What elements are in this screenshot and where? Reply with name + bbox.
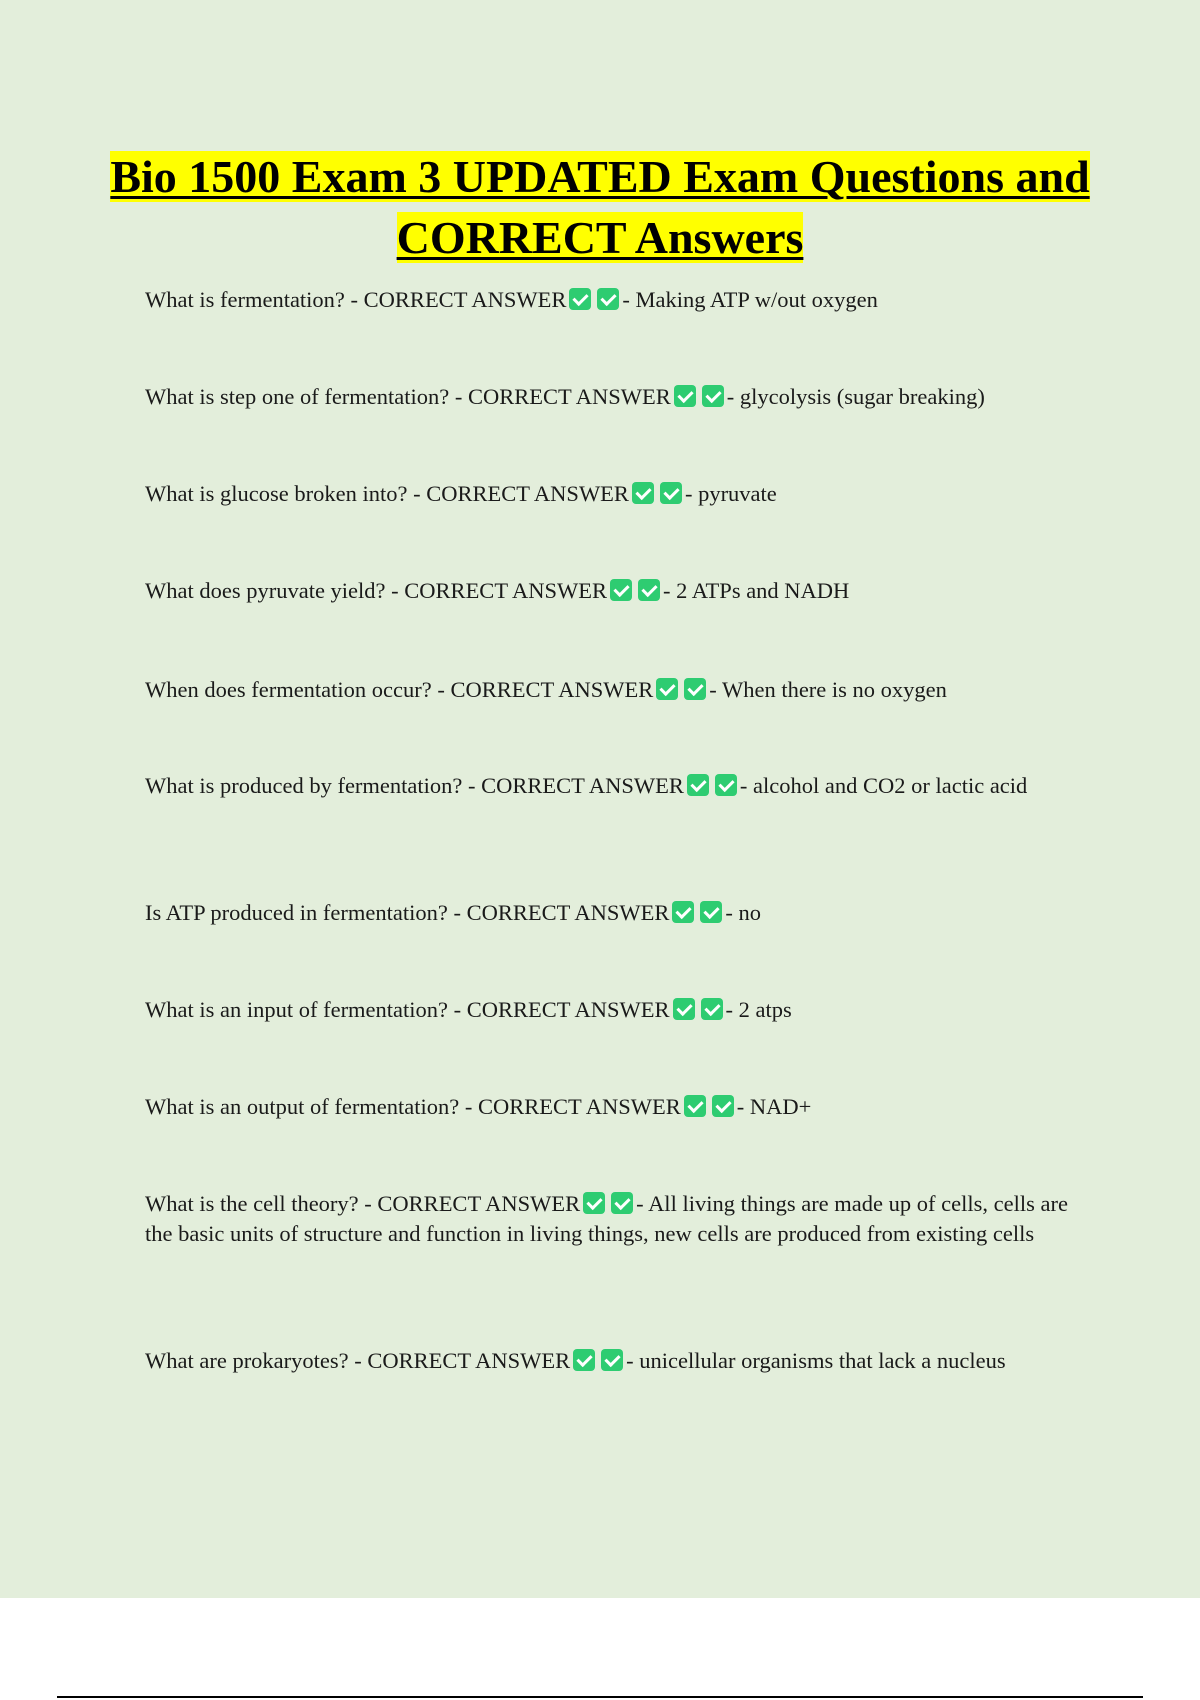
answer-text: All living things are made up of cells, cells are the basic units of structure and function in living things, new cells are produced from existing cells bbox=[145, 1191, 1068, 1246]
check-icon bbox=[684, 678, 706, 700]
answer-marker: CORRECT ANSWER bbox=[377, 1191, 581, 1216]
question-text: What is an output of fermentation? bbox=[145, 1094, 460, 1119]
qa-item: What is the cell theory? - CORRECT ANSWER - All living things are made up of cells, cells are the basic units of structure and function in living things, new cells are produced from existing cells bbox=[145, 1191, 1068, 1246]
check-icon bbox=[632, 482, 654, 504]
answer-marker: CORRECT ANSWER bbox=[466, 997, 670, 1022]
answer-marker: CORRECT ANSWER bbox=[363, 287, 567, 312]
check-icon bbox=[597, 288, 619, 310]
answer-marker: CORRECT ANSWER bbox=[404, 578, 608, 603]
question-text: When does fermentation occur? bbox=[145, 677, 432, 702]
answer-text: 2 ATPs and NADH bbox=[676, 578, 850, 603]
document-title: Bio 1500 Exam 3 UPDATED Exam Questions and CORRECT Answers bbox=[110, 151, 1090, 263]
question-text: What is glucose broken into? bbox=[145, 481, 408, 506]
answer-text: alcohol and CO2 or lactic acid bbox=[753, 773, 1028, 798]
check-icon bbox=[573, 1349, 595, 1371]
question-text: What are prokaryotes? bbox=[145, 1348, 349, 1373]
answer-text: no bbox=[738, 900, 761, 925]
question-text: Is ATP produced in fermentation? bbox=[145, 900, 448, 925]
check-icon bbox=[638, 579, 660, 601]
check-icon bbox=[684, 1095, 706, 1117]
answer-marker: CORRECT ANSWER bbox=[481, 773, 684, 798]
check-icon bbox=[611, 1192, 633, 1214]
check-icon bbox=[601, 1349, 623, 1371]
qa-item: Is ATP produced in fermentation? - CORRECT ANSWER - no bbox=[145, 900, 761, 925]
qa-item: When does fermentation occur? - CORRECT ANSWER - When there is no oxygen bbox=[145, 677, 947, 702]
answer-marker: CORRECT ANSWER bbox=[426, 481, 629, 506]
check-icon bbox=[610, 579, 632, 601]
question-text: What is an input of fermentation? bbox=[145, 997, 449, 1022]
question-text: What is fermentation? bbox=[145, 287, 345, 312]
check-icon bbox=[660, 482, 682, 504]
check-icon bbox=[715, 774, 737, 796]
check-icon bbox=[712, 1095, 734, 1117]
answer-marker: CORRECT ANSWER bbox=[367, 1348, 571, 1373]
answer-text: glycolysis (sugar breaking) bbox=[739, 384, 985, 409]
check-icon bbox=[672, 901, 694, 923]
check-icon bbox=[700, 901, 722, 923]
title-block bbox=[0, 146, 1200, 268]
check-icon bbox=[701, 998, 723, 1020]
question-text: What does pyruvate yield? bbox=[145, 578, 386, 603]
answer-text: NAD+ bbox=[749, 1094, 812, 1119]
answer-text: When there is no oxygen bbox=[721, 677, 947, 702]
answer-text: unicellular organisms that lack a nucleus bbox=[639, 1348, 1006, 1373]
qa-item: What does pyruvate yield? - CORRECT ANSWER - 2 ATPs and NADH bbox=[145, 578, 850, 603]
qa-item: What is glucose broken into? - CORRECT ANSWER - pyruvate bbox=[145, 481, 777, 506]
answer-marker: CORRECT ANSWER bbox=[468, 384, 671, 409]
qa-item: What is an output of fermentation? - CORRECT ANSWER - NAD+ bbox=[145, 1094, 812, 1119]
answer-marker: CORRECT ANSWER bbox=[466, 900, 670, 925]
check-icon bbox=[687, 774, 709, 796]
question-text: What is produced by fermentation? bbox=[145, 773, 463, 798]
check-icon bbox=[656, 678, 678, 700]
check-icon bbox=[569, 288, 591, 310]
qa-item: What are prokaryotes? - CORRECT ANSWER - unicellular organisms that lack a nucleus bbox=[145, 1348, 1006, 1373]
check-icon bbox=[673, 998, 695, 1020]
check-icon bbox=[583, 1192, 605, 1214]
answer-text: pyruvate bbox=[698, 481, 777, 506]
qa-item: What is produced by fermentation? - CORRECT ANSWER - alcohol and CO2 or lactic acid bbox=[145, 773, 1028, 798]
check-icon bbox=[702, 385, 724, 407]
answer-text: 2 atps bbox=[738, 997, 792, 1022]
footer-divider bbox=[57, 1696, 1143, 1698]
qa-item: What is an input of fermentation? - CORRECT ANSWER - 2 atps bbox=[145, 997, 792, 1022]
qa-item: What is fermentation? - CORRECT ANSWER - Making ATP w/out oxygen bbox=[145, 287, 878, 312]
answer-marker: CORRECT ANSWER bbox=[450, 677, 654, 702]
qa-item: What is step one of fermentation? - CORRECT ANSWER - glycolysis (sugar breaking) bbox=[145, 384, 985, 409]
answer-marker: CORRECT ANSWER bbox=[478, 1094, 681, 1119]
answer-text: Making ATP w/out oxygen bbox=[635, 287, 878, 312]
question-text: What is step one of fermentation? bbox=[145, 384, 450, 409]
check-icon bbox=[674, 385, 696, 407]
question-text: What is the cell theory? bbox=[145, 1191, 359, 1216]
